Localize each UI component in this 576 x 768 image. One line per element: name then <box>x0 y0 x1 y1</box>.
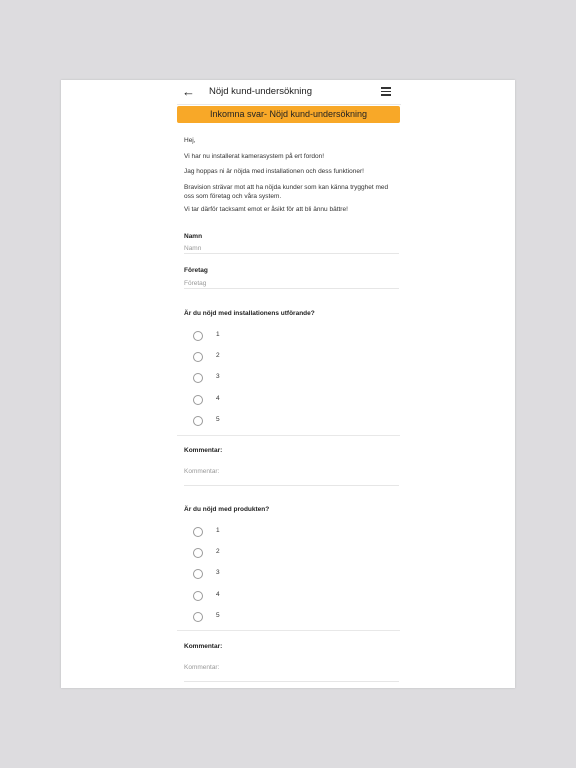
radio-button[interactable] <box>193 395 203 405</box>
option-label: 2 <box>216 352 220 359</box>
radio-button[interactable] <box>193 527 203 537</box>
survey-card <box>61 80 515 688</box>
q2-comment-label: Kommentar: <box>184 643 223 650</box>
radio-button[interactable] <box>193 352 203 362</box>
radio-button[interactable] <box>193 331 203 341</box>
question-2: Är du nöjd med produkten? <box>184 506 270 513</box>
q1-comment-input[interactable] <box>184 457 399 486</box>
option-label: 1 <box>216 331 220 338</box>
hamburger-menu-icon[interactable] <box>381 87 391 97</box>
q2-comment-input[interactable] <box>184 653 399 682</box>
option-label: 5 <box>216 612 220 619</box>
q1-comment-label: Kommentar: <box>184 447 223 454</box>
intro-line-1: Vi har nu installerat kamerasystem på ert fordon! <box>184 153 325 160</box>
option-label: 5 <box>216 416 220 423</box>
option-label: 4 <box>216 395 220 402</box>
name-input[interactable] <box>184 243 399 254</box>
header-divider <box>177 104 401 105</box>
question-1: Är du nöjd med installationens utförande? <box>184 310 315 317</box>
option-label: 1 <box>216 527 220 534</box>
radio-button[interactable] <box>193 416 203 426</box>
divider <box>177 435 400 436</box>
survey-banner: Inkomna svar- Nöjd kund-undersökning <box>177 106 400 123</box>
page-title: Nöjd kund-undersökning <box>209 86 312 97</box>
back-arrow-icon[interactable]: ← <box>182 84 195 99</box>
intro-greeting: Hej, <box>184 137 196 144</box>
option-label: 4 <box>216 591 220 598</box>
radio-button[interactable] <box>193 612 203 622</box>
radio-button[interactable] <box>193 373 203 383</box>
app-header <box>61 80 515 106</box>
option-label: 2 <box>216 548 220 555</box>
company-input[interactable] <box>184 278 399 289</box>
intro-line-2: Jag hoppas ni är nöjda med installationen och dess funktioner! <box>184 168 364 175</box>
radio-button[interactable] <box>193 548 203 558</box>
company-label: Företag <box>184 267 208 274</box>
intro-line-3: Bravision strävar mot att ha nöjda kunder som kan känna trygghet med oss som företag och våra system. <box>184 184 389 200</box>
name-label: Namn <box>184 233 203 240</box>
option-label: 3 <box>216 373 220 380</box>
divider <box>177 630 400 631</box>
intro-line-4: Vi tar därför tacksamt emot er åsikt för att bli ännu bättre! <box>184 206 348 213</box>
option-label: 3 <box>216 569 220 576</box>
radio-button[interactable] <box>193 591 203 601</box>
radio-button[interactable] <box>193 569 203 579</box>
